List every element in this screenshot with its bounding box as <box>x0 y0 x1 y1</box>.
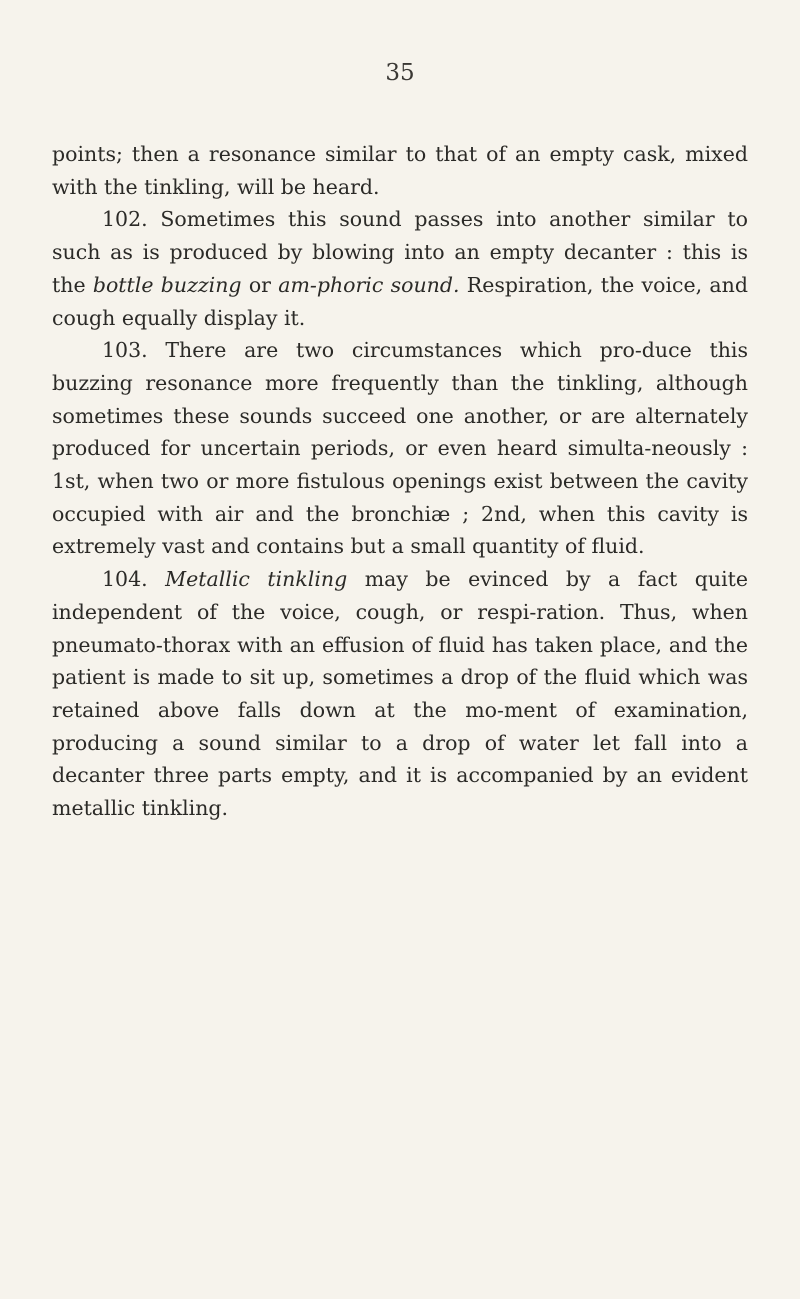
italic-term-amphoric-sound: am-phoric sound. <box>278 272 460 297</box>
text-run: 104. <box>102 567 166 592</box>
italic-term-metallic-tinkling: Metallic tinkling <box>165 567 348 592</box>
text-run: or <box>241 272 279 297</box>
body-text <box>52 138 748 825</box>
text-run: 103. There are two circumstances which pro-duce this buzzing resonance more frequently than the tinkling, although sometimes these sounds succeed one another, or are alternately produced for uncertain periods, or even heard simulta-neously : 1st, when two or more fistulous openings exist between the cavity occupied with air and the bronchiæ ; 2nd, when this cavity is extremely vast and contains but a small quantity of fluid. <box>52 338 748 559</box>
italic-term-bottle-buzzing: bottle buzzing <box>92 272 242 297</box>
page-number: 35 <box>385 60 415 86</box>
paragraph-102 <box>52 203 748 334</box>
paragraph-103 <box>52 334 748 563</box>
text-run: may be evinced by a fact quite independent of the voice, cough, or respi-ration. Thus, when pneumato-thorax with an effusion of fluid has taken place, and the patient is made to sit up, sometimes a drop of the fluid which was retained above falls down at the mo-ment of examination, producing a sound similar to a drop of water let fall into a decanter three parts empty, and it is accompanied by an evident metallic tinkling. <box>52 567 749 821</box>
paragraph-continuation <box>52 138 748 203</box>
text-run: 102. Sometimes this sound passes into another similar to such as is produced by blowing into an empty decanter : this is the <box>52 207 748 297</box>
text-run: Respiration, the voice, and cough equally display it. <box>52 272 748 330</box>
paragraph-104 <box>52 563 748 825</box>
text-run: points; then a resonance similar to that of an empty cask, mixed with the tinkling, will be heard. <box>52 142 748 199</box>
